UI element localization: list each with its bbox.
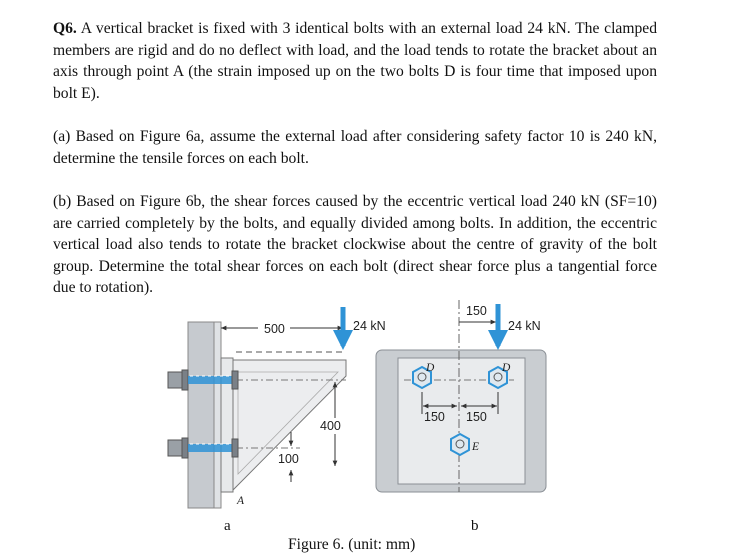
figure-6a bbox=[168, 307, 386, 534]
wall-column bbox=[188, 322, 214, 508]
dim-400-label: 400 bbox=[320, 419, 341, 433]
dim-150-left-label: 150 bbox=[424, 410, 445, 424]
question-part-a: (a) Based on Figure 6a, assume the external load after considering safety factor 10 is 240 kN, determine the tensile forces on each bolt. bbox=[53, 128, 657, 167]
figure-b-sublabel: b bbox=[471, 518, 479, 534]
point-a-label: A bbox=[237, 495, 245, 507]
figure-6b bbox=[376, 300, 546, 534]
bolt-d-right-label: D bbox=[502, 362, 511, 374]
dim-500-label: 500 bbox=[264, 322, 285, 336]
bolt-e bbox=[451, 434, 469, 455]
load-label-a: 24 kN bbox=[353, 319, 386, 333]
figure-caption: Figure 6. (unit: mm) bbox=[288, 536, 416, 553]
question-label: Q6. bbox=[53, 20, 77, 37]
dim-100-label: 100 bbox=[278, 452, 299, 466]
question-intro-text: A vertical bracket is fixed with 3 identical bolts with an external load 24 kN. The clamped members are rigid and do no deflect with load, and the load tends to rotate the bracket about an axis through point A (the strain imposed up on the two bolts D is four time that imposed upon bolt E). bbox=[53, 20, 657, 102]
dim-150-top-label: 150 bbox=[466, 304, 487, 318]
dim-150-right-label: 150 bbox=[466, 410, 487, 424]
bolt-e-label: E bbox=[472, 441, 480, 453]
bolt-d-left-label: D bbox=[426, 362, 435, 374]
figure-a-sublabel: a bbox=[224, 518, 231, 534]
load-label-b: 24 kN bbox=[508, 319, 541, 333]
question-part-b: (b) Based on Figure 6b, the shear forces caused by the eccentric vertical load 240 kN (SF=10) are carried completely by the bolts, and equally divided among bolts. In addition, the eccentric vertical load also tends to rotate the bracket clockwise about the centre of gravity of the bolt group. Determine the total shear forces on each bolt (direct shear force plus a tangential force due to rotation). bbox=[53, 193, 657, 296]
